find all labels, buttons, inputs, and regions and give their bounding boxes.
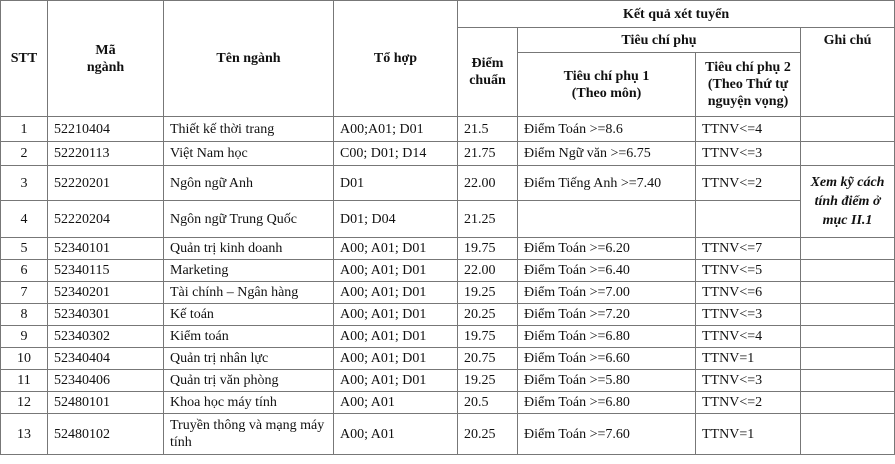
cell-ten-nganh: Kế toán <box>164 304 334 326</box>
cell-ten-nganh: Ngôn ngữ Trung Quốc <box>164 201 334 238</box>
table-row <box>1 392 895 414</box>
cell-tieu-chi-1: Điểm Toán >=7.60 <box>518 414 696 455</box>
cell-tieu-chi-1: Điểm Toán >=6.40 <box>518 260 696 282</box>
cell-ma-nganh: 52480101 <box>48 392 164 414</box>
cell-to-hop: A00; A01; D01 <box>334 348 458 370</box>
cell-ghi-chu <box>801 238 895 260</box>
cell-ma-nganh: 52340201 <box>48 282 164 304</box>
cell-ghi-chu <box>801 282 895 304</box>
cell-tieu-chi-1: Điểm Toán >=7.00 <box>518 282 696 304</box>
cell-ghi-chu <box>801 414 895 455</box>
cell-stt: 11 <box>1 370 48 392</box>
cell-stt: 3 <box>1 166 48 201</box>
cell-tieu-chi-1: Điểm Toán >=7.20 <box>518 304 696 326</box>
cell-tieu-chi-2: TTNV<=4 <box>696 326 801 348</box>
header-ma-nganh: Mã ngành <box>48 1 164 117</box>
cell-tieu-chi-1: Điểm Ngữ văn >=6.75 <box>518 142 696 166</box>
cell-ghi-chu <box>801 260 895 282</box>
cell-to-hop: A00; A01; D01 <box>334 282 458 304</box>
header-tieu-chi-phu: Tiêu chí phụ <box>518 28 801 53</box>
table-row <box>1 201 895 238</box>
cell-ma-nganh: 52220201 <box>48 166 164 201</box>
table-row <box>1 142 895 166</box>
cell-tieu-chi-2: TTNV<=4 <box>696 117 801 142</box>
cell-ma-nganh: 52220204 <box>48 201 164 238</box>
cell-ghi-chu <box>801 392 895 414</box>
cell-tieu-chi-1: Điểm Toán >=6.20 <box>518 238 696 260</box>
table-row <box>1 166 895 201</box>
cell-tieu-chi-1: Điểm Toán >=5.80 <box>518 370 696 392</box>
table-row <box>1 348 895 370</box>
cell-diem-chuan: 20.25 <box>458 414 518 455</box>
cell-ghi-chu <box>801 117 895 142</box>
cell-tieu-chi-2: TTNV=1 <box>696 414 801 455</box>
cell-to-hop: A00; A01; D01 <box>334 370 458 392</box>
table-row <box>1 282 895 304</box>
cell-ten-nganh: Quản trị nhân lực <box>164 348 334 370</box>
cell-ghi-chu <box>801 370 895 392</box>
cell-tieu-chi-1: Điểm Toán >=6.60 <box>518 348 696 370</box>
cell-diem-chuan: 21.5 <box>458 117 518 142</box>
cell-diem-chuan: 19.25 <box>458 370 518 392</box>
cell-tieu-chi-1 <box>518 201 696 238</box>
cell-diem-chuan: 22.00 <box>458 260 518 282</box>
cell-ma-nganh: 52340301 <box>48 304 164 326</box>
cell-to-hop: C00; D01; D14 <box>334 142 458 166</box>
cell-tieu-chi-2: TTNV<=3 <box>696 142 801 166</box>
cell-ten-nganh: Ngôn ngữ Anh <box>164 166 334 201</box>
cell-ma-nganh: 52340404 <box>48 348 164 370</box>
table-row <box>1 326 895 348</box>
cell-ghi-chu <box>801 304 895 326</box>
cell-to-hop: A00; A01; D01 <box>334 326 458 348</box>
cell-stt: 8 <box>1 304 48 326</box>
cell-ghi-chu <box>801 142 895 166</box>
cell-ma-nganh: 52480102 <box>48 414 164 455</box>
cell-diem-chuan: 22.00 <box>458 166 518 201</box>
cell-diem-chuan: 21.25 <box>458 201 518 238</box>
cell-diem-chuan: 19.75 <box>458 326 518 348</box>
header-stt: STT <box>1 1 48 117</box>
table-row <box>1 238 895 260</box>
cell-tieu-chi-1: Điểm Toán >=6.80 <box>518 392 696 414</box>
cell-stt: 9 <box>1 326 48 348</box>
cell-ten-nganh: Marketing <box>164 260 334 282</box>
cell-diem-chuan: 19.75 <box>458 238 518 260</box>
table-row <box>1 260 895 282</box>
cell-stt: 1 <box>1 117 48 142</box>
cell-ma-nganh: 52340302 <box>48 326 164 348</box>
table-body <box>1 117 895 455</box>
cell-tieu-chi-2: TTNV<=2 <box>696 166 801 201</box>
cell-diem-chuan: 21.75 <box>458 142 518 166</box>
cell-ma-nganh: 52210404 <box>48 117 164 142</box>
table-row <box>1 370 895 392</box>
header-ghi-chu: Ghi chú <box>801 28 895 117</box>
cell-ghi-chu <box>801 348 895 370</box>
cell-tieu-chi-2: TTNV<=7 <box>696 238 801 260</box>
cell-tieu-chi-2: TTNV<=2 <box>696 392 801 414</box>
cell-ma-nganh: 52340406 <box>48 370 164 392</box>
header-tieu-chi-1: Tiêu chí phụ 1 (Theo môn) <box>518 53 696 117</box>
cell-diem-chuan: 19.25 <box>458 282 518 304</box>
cell-ten-nganh: Quản trị văn phòng <box>164 370 334 392</box>
cell-diem-chuan: 20.5 <box>458 392 518 414</box>
cell-stt: 13 <box>1 414 48 455</box>
cell-to-hop: A00; A01 <box>334 414 458 455</box>
cell-to-hop: A00; A01; D01 <box>334 304 458 326</box>
header-ket-qua: Kết quả xét tuyển <box>458 1 895 28</box>
cell-ghi-chu-note: Xem kỹ cách tính điểm ở mục II.1 <box>801 166 895 238</box>
header-tieu-chi-2: Tiêu chí phụ 2 (Theo Thứ tự nguyện vọng) <box>696 53 801 117</box>
cell-tieu-chi-2: TTNV<=3 <box>696 370 801 392</box>
cell-ma-nganh: 52220113 <box>48 142 164 166</box>
table-row <box>1 414 895 455</box>
cell-stt: 5 <box>1 238 48 260</box>
table-row <box>1 117 895 142</box>
cell-tieu-chi-2: TTNV=1 <box>696 348 801 370</box>
cell-to-hop: A00; A01 <box>334 392 458 414</box>
header-to-hop: Tổ hợp <box>334 1 458 117</box>
cell-stt: 6 <box>1 260 48 282</box>
header-diem-chuan: Điểm chuẩn <box>458 28 518 117</box>
cell-ten-nganh: Kiểm toán <box>164 326 334 348</box>
cell-diem-chuan: 20.25 <box>458 304 518 326</box>
cell-stt: 10 <box>1 348 48 370</box>
cell-to-hop: D01; D04 <box>334 201 458 238</box>
cell-to-hop: A00;A01; D01 <box>334 117 458 142</box>
cell-to-hop: A00; A01; D01 <box>334 238 458 260</box>
cell-ten-nganh: Thiết kế thời trang <box>164 117 334 142</box>
cell-ten-nganh: Việt Nam học <box>164 142 334 166</box>
cell-to-hop: A00; A01; D01 <box>334 260 458 282</box>
cell-to-hop: D01 <box>334 166 458 201</box>
cell-stt: 7 <box>1 282 48 304</box>
cell-stt: 12 <box>1 392 48 414</box>
cell-tieu-chi-1: Điểm Toán >=6.80 <box>518 326 696 348</box>
cell-diem-chuan: 20.75 <box>458 348 518 370</box>
cell-ten-nganh: Tài chính – Ngân hàng <box>164 282 334 304</box>
cell-ma-nganh: 52340101 <box>48 238 164 260</box>
cell-tieu-chi-2: TTNV<=6 <box>696 282 801 304</box>
cell-stt: 4 <box>1 201 48 238</box>
cell-ghi-chu <box>801 326 895 348</box>
cell-tieu-chi-2 <box>696 201 801 238</box>
cell-tieu-chi-2: TTNV<=5 <box>696 260 801 282</box>
cell-stt: 2 <box>1 142 48 166</box>
cell-ten-nganh: Khoa học máy tính <box>164 392 334 414</box>
cell-tieu-chi-1: Điểm Tiếng Anh >=7.40 <box>518 166 696 201</box>
cell-tieu-chi-2: TTNV<=3 <box>696 304 801 326</box>
table-row <box>1 304 895 326</box>
header-ten-nganh: Tên ngành <box>164 1 334 117</box>
cell-ten-nganh: Truyền thông và mạng máy tính <box>164 414 334 455</box>
cell-ma-nganh: 52340115 <box>48 260 164 282</box>
cell-ten-nganh: Quản trị kinh doanh <box>164 238 334 260</box>
cell-tieu-chi-1: Điểm Toán >=8.6 <box>518 117 696 142</box>
